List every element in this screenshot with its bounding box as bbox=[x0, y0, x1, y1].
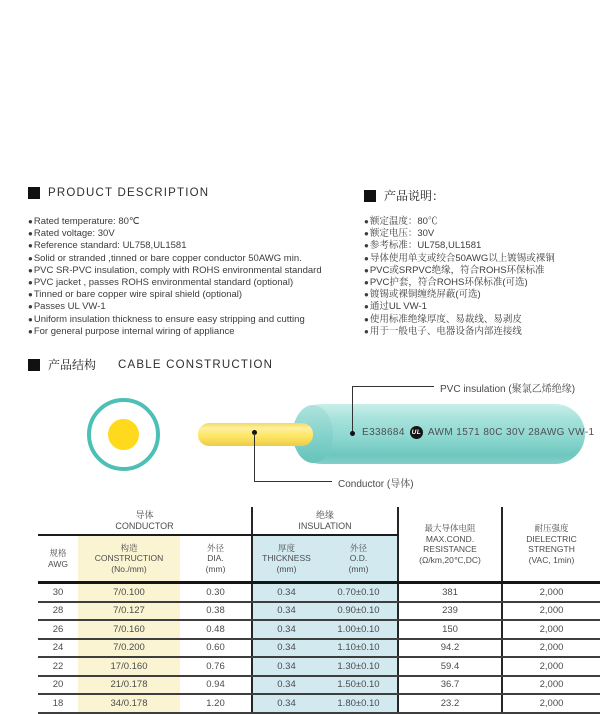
header-unit: (mm) bbox=[348, 563, 369, 574]
column-header-resistance bbox=[398, 507, 502, 583]
cell-thickness: 0.34 bbox=[252, 657, 320, 676]
header-en: CONSTRUCTION bbox=[94, 553, 164, 564]
bullet-text: Rated voltage: 30V bbox=[33, 228, 115, 240]
bullet-icon: ● bbox=[28, 290, 33, 300]
bullet-icon: ● bbox=[28, 241, 33, 251]
group-conductor-zh: 导体 bbox=[135, 509, 154, 520]
list-item bbox=[28, 289, 322, 301]
bullet-icon: ● bbox=[364, 326, 369, 336]
cell-awg: 20 bbox=[38, 676, 78, 695]
cell-construction: 7/0.127 bbox=[78, 602, 180, 621]
list-item bbox=[28, 228, 322, 240]
list-item bbox=[28, 253, 322, 265]
insulation-leader-line bbox=[352, 386, 434, 387]
bullet-text: Rated temperature: 80℃ bbox=[33, 216, 140, 227]
cell-awg: 18 bbox=[38, 694, 78, 713]
ul-file-number: E338684 bbox=[362, 427, 405, 438]
list-item bbox=[28, 265, 322, 277]
cell-dielectric: 2,000 bbox=[502, 602, 600, 621]
group-header-insulation bbox=[252, 507, 398, 535]
insulation-leader-dot bbox=[350, 431, 355, 436]
cell-resistance: 59.4 bbox=[398, 657, 502, 676]
chinese-bullet-list bbox=[364, 216, 555, 338]
section-marker-icon bbox=[364, 190, 376, 202]
cell-thickness: 0.34 bbox=[252, 639, 320, 658]
cell-construction: 17/0.160 bbox=[78, 657, 180, 676]
construction-title-en: CABLE CONSTRUCTION bbox=[118, 358, 274, 371]
cell-awg: 22 bbox=[38, 657, 78, 676]
insulation-label: PVC insulation (聚氯乙烯绝缘) bbox=[440, 384, 576, 395]
header-unit: (No./mm) bbox=[111, 563, 147, 574]
group-header-conductor bbox=[38, 507, 252, 535]
bullet-text: 镀锡或裸铜缠绕屏蔽(可选) bbox=[369, 289, 481, 301]
table-row bbox=[38, 694, 600, 713]
bullet-text: 通过UL VW-1 bbox=[369, 301, 427, 313]
cell-awg: 26 bbox=[38, 620, 78, 639]
cell-od: 1.30±0.10 bbox=[320, 657, 398, 676]
cell-thickness: 0.34 bbox=[252, 694, 320, 713]
bullet-text: Uniform insulation thickness to ensure easy stripping and cutting bbox=[33, 313, 305, 325]
cell-awg: 30 bbox=[38, 583, 78, 602]
column-header-od bbox=[320, 535, 398, 583]
list-item bbox=[28, 216, 322, 228]
list-item bbox=[364, 314, 555, 326]
cell-thickness: 0.34 bbox=[252, 620, 320, 639]
cell-dia: 1.20 bbox=[180, 694, 252, 713]
header-zh: 最大导体电阻 bbox=[424, 523, 476, 533]
conductor-label: Conductor (导体) bbox=[338, 479, 414, 490]
product-notes-heading bbox=[364, 187, 444, 204]
bullet-text: PVC SR-PVC insulation, comply with ROHS environmental standard bbox=[33, 264, 322, 276]
list-item bbox=[28, 240, 322, 252]
cell-dielectric: 2,000 bbox=[502, 657, 600, 676]
bullet-icon: ● bbox=[364, 314, 369, 324]
cross-section-conductor-core bbox=[108, 419, 139, 450]
header-unit: (mm) bbox=[276, 563, 297, 574]
list-item bbox=[364, 240, 555, 252]
table-row bbox=[38, 583, 600, 602]
cell-awg: 24 bbox=[38, 639, 78, 658]
bullet-text: PVC或SRPVC绝缘，符合ROHS环保标准 bbox=[369, 264, 545, 276]
list-item bbox=[28, 277, 322, 289]
group-conductor-en: CONDUCTOR bbox=[115, 520, 174, 531]
product-description-heading bbox=[28, 187, 209, 199]
list-item bbox=[28, 301, 322, 313]
cell-od: 1.10±0.10 bbox=[320, 639, 398, 658]
column-header-dia bbox=[180, 535, 252, 583]
bullet-icon: ● bbox=[364, 217, 369, 226]
bullet-icon: ● bbox=[28, 265, 33, 275]
group-insulation-zh: 绝缘 bbox=[315, 509, 334, 520]
cell-construction: 34/0.178 bbox=[78, 694, 180, 713]
header-zh: 构造 bbox=[120, 542, 138, 553]
cell-dielectric: 2,000 bbox=[502, 639, 600, 658]
cell-od: 1.80±0.10 bbox=[320, 694, 398, 713]
cell-thickness: 0.34 bbox=[252, 583, 320, 602]
cell-resistance: 36.7 bbox=[398, 676, 502, 695]
cell-construction: 7/0.100 bbox=[78, 583, 180, 602]
header-en: DIELECTRIC bbox=[526, 533, 577, 544]
table-row bbox=[38, 676, 600, 695]
cell-dia: 0.60 bbox=[180, 639, 252, 658]
insulation-leader-line bbox=[352, 386, 353, 433]
product-notes-title: 产品说明： bbox=[384, 189, 445, 203]
cell-dielectric: 2,000 bbox=[502, 676, 600, 695]
list-item bbox=[364, 301, 555, 313]
table-row bbox=[38, 620, 600, 639]
header-en2: STRENGTH bbox=[528, 544, 575, 554]
bullet-icon: ● bbox=[28, 253, 33, 263]
header-en: O.D. bbox=[349, 553, 368, 564]
bullet-icon: ● bbox=[364, 302, 369, 312]
bullet-text: Reference standard: UL758,UL1581 bbox=[33, 240, 187, 252]
cell-resistance: 94.2 bbox=[398, 639, 502, 658]
bullet-icon: ● bbox=[364, 265, 369, 275]
cell-od: 0.70±0.10 bbox=[320, 583, 398, 602]
bullet-text: 参考标准：UL758,UL1581 bbox=[369, 240, 482, 252]
header-unit: (mm) bbox=[205, 563, 226, 574]
column-header-dielectric bbox=[502, 507, 600, 583]
header-en: DIA. bbox=[207, 553, 224, 564]
list-item bbox=[364, 265, 555, 277]
header-zh: 外径 bbox=[349, 542, 367, 553]
bullet-text: 额定电压：30V bbox=[369, 228, 435, 240]
bullet-text: PVC jacket , passes ROHS environmental standard (optional) bbox=[33, 277, 294, 289]
cell-od: 1.50±0.10 bbox=[320, 676, 398, 695]
cell-dia: 0.76 bbox=[180, 657, 252, 676]
conductor-leader-line bbox=[254, 481, 332, 482]
bullet-text: Solid or stranded ,tinned or bare copper conductor 50AWG min. bbox=[33, 252, 302, 264]
cell-resistance: 239 bbox=[398, 602, 502, 621]
bullet-icon: ● bbox=[28, 314, 33, 324]
cell-dia: 0.94 bbox=[180, 676, 252, 695]
cell-dia: 0.48 bbox=[180, 620, 252, 639]
list-item bbox=[28, 314, 322, 326]
list-item bbox=[364, 253, 555, 265]
column-header-awg bbox=[38, 535, 78, 583]
header-unit: (VAC, 1min) bbox=[528, 554, 575, 565]
bullet-icon: ● bbox=[28, 217, 33, 226]
section-marker-icon bbox=[28, 187, 40, 199]
bullet-text: 用于一般电子、电器设备内部连接线 bbox=[369, 325, 522, 337]
cell-od: 1.00±0.10 bbox=[320, 620, 398, 639]
bullet-text: PVC护套，符合ROHS环保标准(可选) bbox=[369, 277, 528, 289]
section-marker-icon bbox=[28, 359, 40, 371]
cell-construction: 7/0.160 bbox=[78, 620, 180, 639]
cell-thickness: 0.34 bbox=[252, 676, 320, 695]
cell-dielectric: 2,000 bbox=[502, 583, 600, 602]
ul-logo-icon: UL bbox=[410, 426, 423, 439]
cell-dia: 0.38 bbox=[180, 602, 252, 621]
bullet-icon: ● bbox=[28, 278, 33, 288]
header-en: AWG bbox=[48, 558, 68, 569]
bullet-text: Passes UL VW-1 bbox=[33, 301, 106, 313]
cell-awg: 28 bbox=[38, 602, 78, 621]
header-en: MAX.COND. bbox=[425, 533, 475, 544]
bullet-text: 额定温度：80℃ bbox=[369, 216, 438, 227]
cell-od: 0.90±0.10 bbox=[320, 602, 398, 621]
bullet-text: 使用标准绝缘厚度、易裁线、易剥皮 bbox=[369, 313, 522, 325]
spec-table bbox=[38, 507, 600, 714]
header-zh: 厚度 bbox=[277, 542, 295, 553]
cell-dia: 0.30 bbox=[180, 583, 252, 602]
cable-print-text bbox=[362, 426, 595, 439]
header-unit: (Ω/km,20℃,DC) bbox=[419, 554, 481, 565]
cable-construction-heading bbox=[28, 356, 273, 373]
bullet-icon: ● bbox=[364, 253, 369, 263]
cell-dielectric: 2,000 bbox=[502, 694, 600, 713]
list-item bbox=[364, 277, 555, 289]
header-zh: 外径 bbox=[206, 542, 224, 553]
table-row bbox=[38, 639, 600, 658]
bullet-icon: ● bbox=[364, 278, 369, 288]
header-zh: 规格 bbox=[49, 548, 67, 558]
english-bullet-list bbox=[28, 216, 322, 338]
bullet-icon: ● bbox=[364, 241, 369, 251]
bullet-text: For general purpose internal wiring of appliance bbox=[33, 325, 235, 337]
bullet-text: Tinned or bare copper wire spiral shield (optional) bbox=[33, 289, 243, 301]
cell-resistance: 381 bbox=[398, 583, 502, 602]
bullet-text: 导体使用单支或绞合50AWG以上镀锡或裸铜 bbox=[369, 252, 555, 264]
cell-resistance: 150 bbox=[398, 620, 502, 639]
construction-title-zh: 产品结构 bbox=[48, 358, 97, 372]
cable-spec-text: AWM 1571 80C 30V 28AWG VW-1 bbox=[427, 427, 595, 438]
header-zh: 耐压强度 bbox=[534, 523, 569, 533]
cell-thickness: 0.34 bbox=[252, 602, 320, 621]
list-item bbox=[364, 228, 555, 240]
bullet-icon: ● bbox=[28, 326, 33, 336]
bullet-icon: ● bbox=[28, 229, 33, 239]
bullet-icon: ● bbox=[364, 290, 369, 300]
header-en2: RESISTANCE bbox=[423, 544, 477, 554]
list-item bbox=[364, 326, 555, 338]
table-row bbox=[38, 602, 600, 621]
bullet-icon: ● bbox=[364, 229, 369, 239]
header-en: THICKNESS bbox=[262, 553, 311, 564]
cell-resistance: 23.2 bbox=[398, 694, 502, 713]
conductor-leader-line bbox=[254, 433, 255, 482]
list-item bbox=[364, 216, 555, 228]
list-item bbox=[28, 326, 322, 338]
cell-construction: 7/0.200 bbox=[78, 639, 180, 658]
group-insulation-en: INSULATION bbox=[298, 520, 352, 531]
column-header-thickness bbox=[252, 535, 320, 583]
cell-dielectric: 2,000 bbox=[502, 620, 600, 639]
column-header-construction bbox=[78, 535, 180, 583]
cell-construction: 21/0.178 bbox=[78, 676, 180, 695]
list-item bbox=[364, 289, 555, 301]
bullet-icon: ● bbox=[28, 302, 33, 312]
product-description-title: PRODUCT DESCRIPTION bbox=[48, 187, 210, 199]
table-row bbox=[38, 657, 600, 676]
